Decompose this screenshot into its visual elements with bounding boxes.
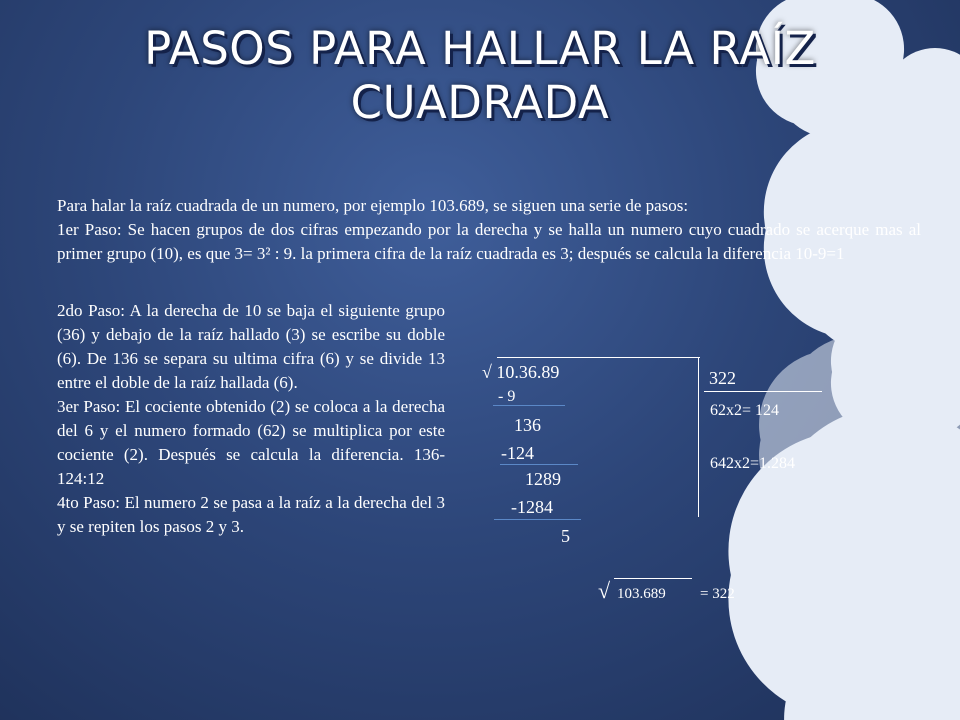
intro-text: [57, 194, 921, 266]
intro-paragraph: Para halar la raíz cuadrada de un numero, por ejemplo 103.689, se siguen una serie de pasos:: [57, 196, 689, 215]
calc-642x2: 642x2=1.284: [710, 455, 796, 472]
result-radicand: 103.689: [617, 586, 666, 602]
sqrt-symbol: √: [598, 578, 611, 603]
root-underline: [704, 391, 822, 392]
step-2-paragraph: 2do Paso: A la derecha de 10 se baja el siguiente grupo (36) y debajo de la raíz hallado (3) se escribe su doble (6). De 136 se separa su ultima cifra (6) y se divide 13 entre el doble de la raíz hallada (6).: [57, 301, 445, 392]
subtract-124: -124: [501, 443, 534, 463]
calc-62x2: 62x2= 124: [710, 402, 780, 419]
step-4-paragraph: 4to Paso: El numero 2 se pasa a la raíz a la derecha del 3 y se repiten los pasos 2 y 3.: [57, 493, 445, 536]
radicand: √ 10.36.89: [482, 362, 560, 382]
page-title: PASOS PARA HALLAR LA RAÍZ CUADRADA: [144, 22, 816, 129]
radical-bar: [497, 357, 700, 358]
remainder: 5: [561, 526, 570, 546]
subtract-9: - 9: [498, 388, 516, 405]
value-1289: 1289: [525, 469, 561, 489]
root-result: 322: [709, 368, 736, 388]
result-equals: = 322: [700, 586, 735, 602]
step-1-paragraph: 1er Paso: Se hacen grupos de dos cifras empezando por la derecha y se halla un numero cuyo cuadrado se acerque mas al primer grupo (10), es que 3= 3² : 9. la primera cifra de la raíz cuadrada es 3; después se calcula la diferencia 10-9=1: [57, 220, 921, 263]
step-3-paragraph: 3er Paso: El cociente obtenido (2) se coloca a la derecha del 6 y el numero formado (62) se multiplica por este cociente (2). Después se calcula la diferencia. 136-124:12: [57, 397, 445, 488]
subtract-1284: -1284: [511, 497, 553, 517]
value-136: 136: [514, 415, 541, 435]
divider-vertical: [698, 357, 699, 517]
steps-text: [57, 299, 445, 539]
